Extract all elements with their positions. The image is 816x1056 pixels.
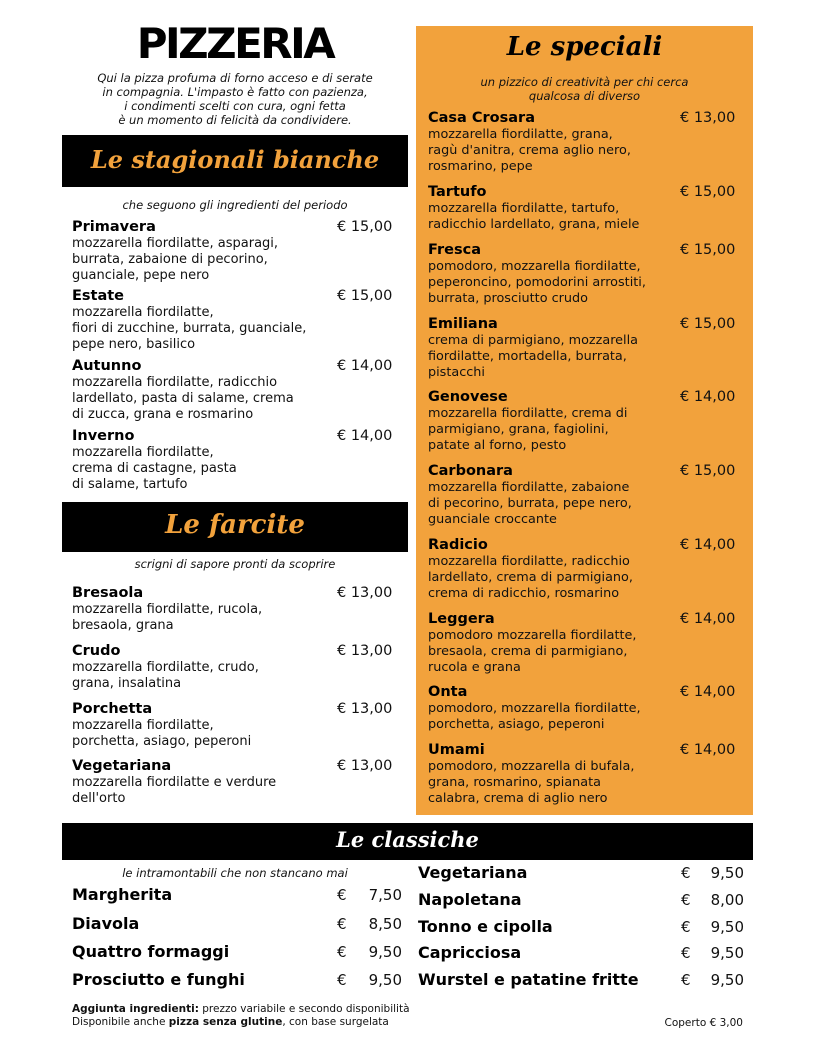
classic-item-currency: € <box>337 915 347 933</box>
speciali-subtitle: un pizzico di creatività per chi cerca qualcosa di diverso <box>480 75 689 103</box>
item-description <box>72 718 251 750</box>
item-price: € 14,00 <box>680 389 736 405</box>
item-description-line: mozzarella fiordilatte, radicchio <box>72 375 278 390</box>
stagionali-subtitle: che seguono gli ingredienti del periodo <box>122 198 348 212</box>
classic-item-name: Capricciosa <box>418 943 522 962</box>
item-description <box>428 127 631 175</box>
item-price: € 14,00 <box>337 428 393 444</box>
item-description <box>72 775 276 807</box>
item-description-line: mozzarella fiordilatte, asparagi, <box>72 236 279 251</box>
item-description-line: pomodoro, mozzarella fiordilatte, <box>428 701 641 716</box>
menu-item <box>72 218 278 284</box>
item-price: € 15,00 <box>680 463 736 479</box>
item-description-line: mozzarella fiordilatte, zabaione <box>428 480 630 495</box>
item-description-line: pepe nero, basilico <box>72 337 196 352</box>
item-description <box>72 236 278 284</box>
item-price: € 14,00 <box>680 537 736 553</box>
item-price: € 13,00 <box>337 701 393 717</box>
farcite-subtitle: scrigni di sapore pronti da scoprire <box>134 557 336 571</box>
intro-text: Qui la pizza profuma di forno acceso e di serate in compagnia. L'impasto è fatto con pazienza, i condimenti scelti con cura, ogni fetta è un momento di felicità da condividere. <box>97 71 373 127</box>
classic-item-price: 7,50 <box>368 886 402 904</box>
menu-item <box>428 183 639 233</box>
page-title: PIZZERIA <box>136 19 334 68</box>
menu-item <box>428 462 632 528</box>
item-description-line: bresaola, crema di parmigiano, <box>428 644 628 659</box>
classic-item-price: 8,00 <box>710 891 744 909</box>
item-description-line: mozzarella fiordilatte, crudo, <box>72 660 259 675</box>
classic-item-name: Napoletana <box>418 890 522 909</box>
item-name: Tartufo <box>428 184 487 200</box>
item-description <box>428 554 633 602</box>
item-name: Fresca <box>428 242 481 258</box>
item-description-line: di pecorino, burrata, pepe nero, <box>428 496 632 511</box>
item-name: Umami <box>428 742 485 758</box>
item-name: Inverno <box>72 428 135 444</box>
item-description-line: dell'orto <box>72 791 126 806</box>
menu-item <box>72 427 237 493</box>
menu-item <box>72 757 276 807</box>
classiche-subtitle: le intramontabili che non stancano mai <box>122 866 348 880</box>
item-description-line: parmigiano, grana, fagiolini, <box>428 422 609 437</box>
item-description-line: mozzarella fiordilatte, <box>72 718 214 733</box>
item-price: € 15,00 <box>337 288 393 304</box>
item-name: Casa Crosara <box>428 110 535 126</box>
item-price: € 13,00 <box>337 585 393 601</box>
item-description-line: bresaola, grana <box>72 618 174 633</box>
menu-item <box>428 109 631 175</box>
item-name: Genovese <box>428 389 508 405</box>
item-description-line: peperoncino, pomodorini arrostiti, <box>428 275 646 290</box>
item-description-line: patate al forno, pesto <box>428 438 567 453</box>
classic-item-price: 9,50 <box>710 864 744 882</box>
item-name: Radicio <box>428 537 488 553</box>
classic-item-name: Prosciutto e funghi <box>72 970 245 989</box>
classic-item-name: Quattro formaggi <box>72 942 230 961</box>
item-name: Primavera <box>72 219 156 235</box>
item-description-line: fiordilatte, mortadella, burrata, <box>428 349 627 364</box>
item-description-line: mozzarella fiordilatte, rucola, <box>72 602 263 617</box>
item-price: € 15,00 <box>680 316 736 332</box>
item-description <box>428 201 639 233</box>
item-description <box>428 406 627 454</box>
item-description-line: guanciale, pepe nero <box>72 268 210 283</box>
item-name: Leggera <box>428 611 495 627</box>
item-description-line: pomodoro, mozzarella di bufala, <box>428 759 635 774</box>
item-description-line: ragù d'anitra, crema aglio nero, <box>428 143 631 158</box>
item-description-line: porchetta, asiago, peperoni <box>428 717 605 732</box>
item-description-line: di salame, tartufo <box>72 477 188 492</box>
item-description <box>72 602 262 634</box>
item-description <box>428 628 637 676</box>
item-description <box>72 305 306 353</box>
item-description-line: fiori di zucchine, burrata, guanciale, <box>72 321 307 336</box>
classic-item-name: Diavola <box>72 914 140 933</box>
classic-item-currency: € <box>681 918 691 936</box>
item-description-line: crema di parmigiano, mozzarella <box>428 333 639 348</box>
classic-item-price: 8,50 <box>368 915 402 933</box>
classic-item-name: Vegetariana <box>418 863 528 882</box>
item-price: € 13,00 <box>337 758 393 774</box>
item-description-line: calabra, crema di aglio nero <box>428 791 608 806</box>
item-name: Crudo <box>72 643 121 659</box>
classic-item-name: Wurstel e patatine fritte <box>418 970 639 989</box>
item-description <box>428 701 641 733</box>
item-description <box>428 333 638 381</box>
menu-item <box>428 536 633 602</box>
item-price: € 14,00 <box>680 611 736 627</box>
item-description-line: grana, rosmarino, spianata <box>428 775 601 790</box>
item-description-line: mozzarella fiordilatte, tartufo, <box>428 201 620 216</box>
classic-item-price: 9,50 <box>710 944 744 962</box>
classiche-heading-band <box>62 823 753 860</box>
item-description <box>72 375 294 423</box>
item-name: Porchetta <box>72 701 153 717</box>
item-description <box>428 480 632 528</box>
classiche-heading: Le classiche <box>336 827 479 852</box>
item-description-line: mozzarella fiordilatte, grana, <box>428 127 613 142</box>
item-description-line: pomodoro, mozzarella fiordilatte, <box>428 259 641 274</box>
classic-item-currency: € <box>681 891 691 909</box>
item-price: € 15,00 <box>680 242 736 258</box>
classic-item-price: 9,50 <box>368 971 402 989</box>
item-description-line: mozzarella fiordilatte, <box>72 445 214 460</box>
item-name: Emiliana <box>428 316 498 332</box>
item-description-line: rucola e grana <box>428 660 521 675</box>
menu-item <box>72 700 251 750</box>
item-price: € 13,00 <box>680 110 736 126</box>
item-description-line: crema di castagne, pasta <box>72 461 237 476</box>
classic-item-currency: € <box>681 971 691 989</box>
item-price: € 15,00 <box>680 184 736 200</box>
classic-item-currency: € <box>337 886 347 904</box>
item-description-line: pomodoro mozzarella fiordilatte, <box>428 628 637 643</box>
item-name: Estate <box>72 288 125 304</box>
menu-item <box>428 610 637 676</box>
item-description <box>72 445 237 493</box>
item-description-line: porchetta, asiago, peperoni <box>72 734 252 749</box>
item-description-line: mozzarella fiordilatte, crema di <box>428 406 628 421</box>
menu-item <box>428 741 634 807</box>
menu-item <box>72 287 306 353</box>
item-price: € 14,00 <box>680 684 736 700</box>
classic-item-name: Tonno e cipolla <box>418 917 553 936</box>
item-price: € 14,00 <box>680 742 736 758</box>
item-description-line: di zucca, grana e rosmarino <box>72 407 254 422</box>
footnote: Aggiunta ingredienti: prezzo variabile e secondo disponibilità Disponibile anche pizza senza glutine, con base surgelata <box>72 1003 410 1028</box>
item-description <box>428 759 634 807</box>
classic-item-currency: € <box>681 944 691 962</box>
menu-item <box>428 241 646 307</box>
item-description <box>72 660 259 692</box>
item-description-line: lardellato, crema di parmigiano, <box>428 570 633 585</box>
item-description <box>428 259 646 307</box>
item-name: Autunno <box>72 358 142 374</box>
item-description-line: mozzarella fiordilatte e verdure <box>72 775 277 790</box>
speciali-panel <box>416 26 753 815</box>
farcite-heading-band <box>62 502 408 552</box>
item-description-line: mozzarella fiordilatte, <box>72 305 214 320</box>
item-price: € 14,00 <box>337 358 393 374</box>
menu-item <box>72 584 262 634</box>
classic-item-currency: € <box>681 864 691 882</box>
classic-item-price: 9,50 <box>368 943 402 961</box>
item-name: Vegetariana <box>72 758 172 774</box>
item-description-line: crema di radicchio, rosmarino <box>428 586 620 601</box>
item-description-line: lardellato, pasta di salame, crema <box>72 391 294 406</box>
menu-item <box>72 357 294 423</box>
classic-item-currency: € <box>337 943 347 961</box>
item-description-line: rosmarino, pepe <box>428 159 533 174</box>
item-price: € 13,00 <box>337 643 393 659</box>
stagionali-heading: Le stagionali bianche <box>90 145 380 174</box>
item-name: Carbonara <box>428 463 513 479</box>
classic-item-price: 9,50 <box>710 918 744 936</box>
item-description-line: pistacchi <box>428 365 485 380</box>
item-description-line: burrata, zabaione di pecorino, <box>72 252 268 267</box>
classic-item-name: Margherita <box>72 885 173 904</box>
item-name: Bresaola <box>72 585 144 601</box>
item-description-line: guanciale croccante <box>428 512 557 527</box>
item-description-line: grana, insalatina <box>72 676 182 691</box>
item-description-line: radicchio lardellato, grana, miele <box>428 217 640 232</box>
menu-item <box>428 388 627 454</box>
item-name: Onta <box>428 684 468 700</box>
stagionali-heading-band <box>62 135 408 187</box>
item-description-line: mozzarella fiordilatte, radicchio <box>428 554 630 569</box>
menu-item <box>428 683 641 733</box>
item-price: € 15,00 <box>337 219 393 235</box>
item-description-line: burrata, prosciutto crudo <box>428 291 588 306</box>
menu-item <box>72 642 259 692</box>
classic-item-currency: € <box>337 971 347 989</box>
farcite-heading: Le farcite <box>165 510 305 540</box>
menu-item <box>428 315 638 381</box>
classic-item-price: 9,50 <box>710 971 744 989</box>
speciali-heading: Le speciali <box>506 32 663 62</box>
coperto-note: Coperto € 3,00 <box>664 1017 743 1029</box>
